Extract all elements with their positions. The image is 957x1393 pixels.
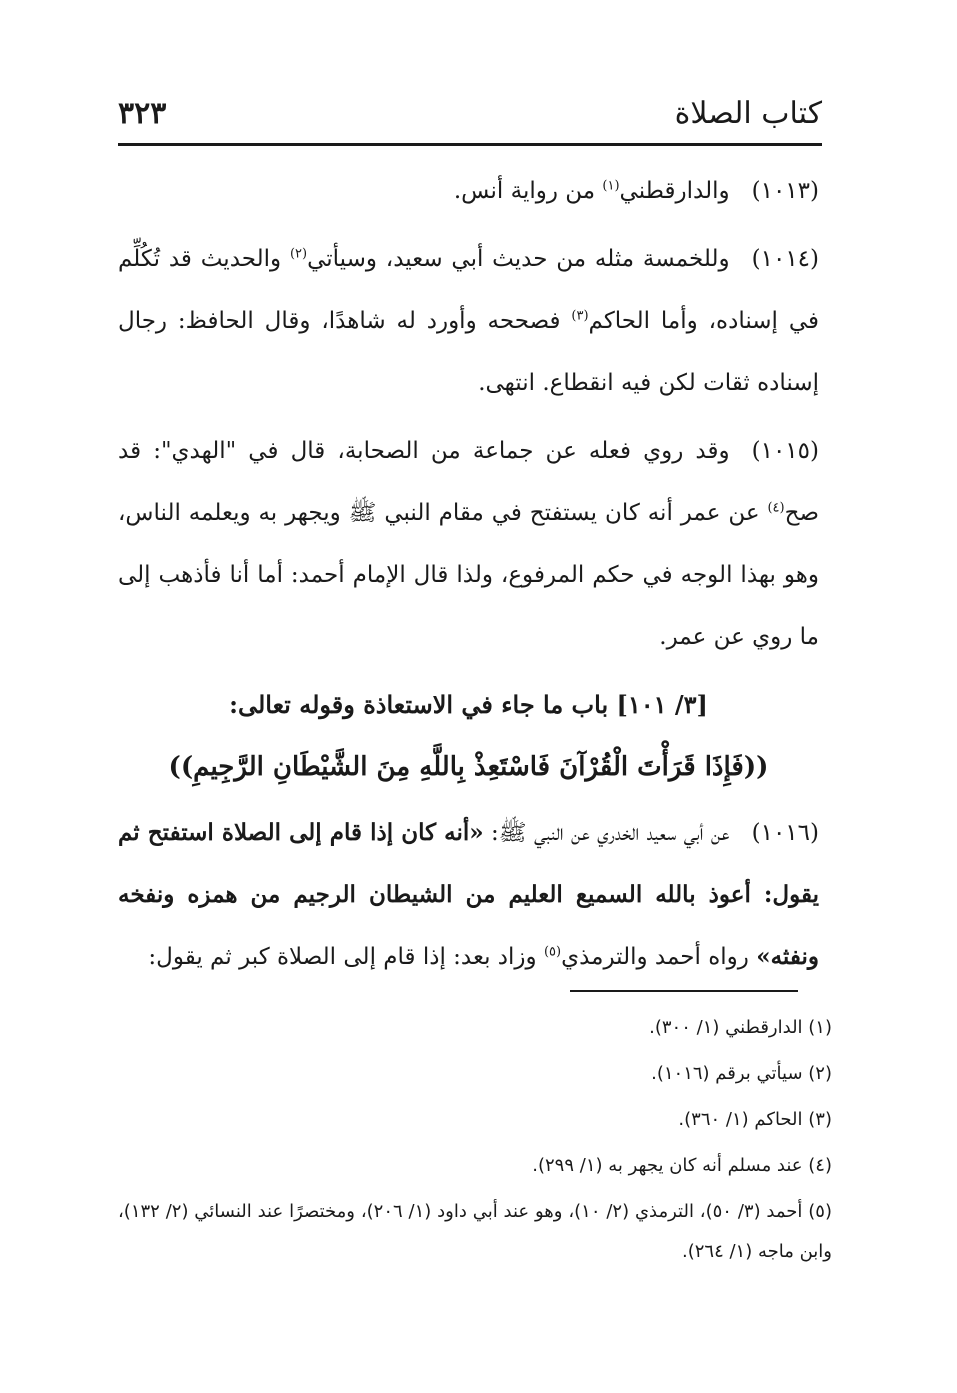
- hadith-number: (١٠١٤): [751, 246, 820, 272]
- hadith-number: (١٠١٣): [751, 178, 819, 204]
- hadith-quote: «أنه كان إذا قام إلى الصلاة استفتح ثم يقول: أعوذ بالله السميع العليم من الشيطان الرجيم من همزه ونفخه ونفثه»: [118, 819, 819, 970]
- page-number: ٣٢٣: [118, 96, 167, 131]
- page-header: [118, 92, 822, 138]
- footnote-1: (١) الدارقطني (١/ ٣٠٠).: [649, 1017, 832, 1038]
- paragraph-text: وقد روي فعله عن جماعة من الصحابة، قال في "الهدي": قد صح: [118, 438, 819, 526]
- paragraph-1013: [118, 160, 819, 222]
- footnote-ref: (٣): [571, 308, 589, 324]
- paragraph-text: وللخمسة مثله من حديث أبي سعيد، وسيأتي: [307, 246, 730, 272]
- paragraph-text: عن عمر أنه كان يستفتح في مقام النبي ﷺ ويجهر به ويعلمه الناس، وهو بهذا الوجه في حكم المرفوع، ولذا قال الإمام أحمد: أما أنا فأذهب إلى ما روي عن عمر.: [118, 500, 819, 650]
- footnote-ref: (٤): [767, 500, 785, 516]
- paragraph-text: والحديث قد تُكُلِّم في إسناده، وأما الحاكم: [118, 246, 819, 334]
- paragraph-text: والدارقطني: [619, 178, 730, 204]
- paragraph-text: عن أبي سعيد الخدري عن النبي ﷺ:: [483, 820, 730, 846]
- footnote-5: (٥) أحمد (٣/ ٥٠)، الترمذي (٢/ ١٠)، وهو عند أبي داود (١/ ٢٠٦)، ومختصرًا عند النسائي (٢/ ١٣٢)، وابن ماجه (١/ ٢٦٤).: [118, 1201, 832, 1262]
- footnote-ref: (٥): [543, 944, 562, 960]
- paragraph-text: من رواية أنس.: [453, 178, 603, 204]
- paragraph-text: رواه أحمد والترمذي: [561, 944, 757, 970]
- footnote-3: (٣) الحاكم (١/ ٣٦٠).: [678, 1109, 832, 1130]
- footnote-ref: (١): [602, 178, 620, 194]
- footnote-separator: [570, 990, 798, 992]
- footnotes: [118, 1008, 832, 1278]
- main-text: [118, 160, 819, 994]
- chapter-title: كتاب الصلاة: [674, 96, 822, 131]
- footnote-2: (٢) سيأتي برقم (١٠١٦).: [651, 1063, 832, 1084]
- hadith-number: (١٠١٥): [751, 438, 819, 464]
- chapter-heading: [٣/ ١٠١] باب ما جاء في الاستعاذة وقوله تعالى:: [229, 690, 708, 719]
- header-rule: [118, 143, 822, 146]
- paragraph-1016: [118, 802, 819, 988]
- hadith-number: (١٠١٦): [751, 820, 819, 846]
- paragraph-text: وزاد بعد: إذا قام إلى الصلاة كبر ثم يقول:: [148, 944, 544, 970]
- footnote-ref: (٢): [289, 246, 308, 262]
- paragraph-1015: [118, 420, 819, 668]
- paragraph-text: فصححه وأورد له شاهدًا، وقال الحافظ: رجال إسناده ثقات لكن فيه انقطاع. انتهى.: [118, 308, 819, 396]
- quran-verse: ((فَإِذَا قَرَأْتَ الْقُرْآنَ فَاسْتَعِذْ بِاللَّهِ مِنَ الشَّيْطَانِ الرَّجِيمِ)): [168, 752, 769, 782]
- footnote-4: (٤) عند مسلم أنه كان يجهر به (١/ ٢٩٩).: [532, 1155, 832, 1176]
- paragraph-1014: [118, 228, 819, 414]
